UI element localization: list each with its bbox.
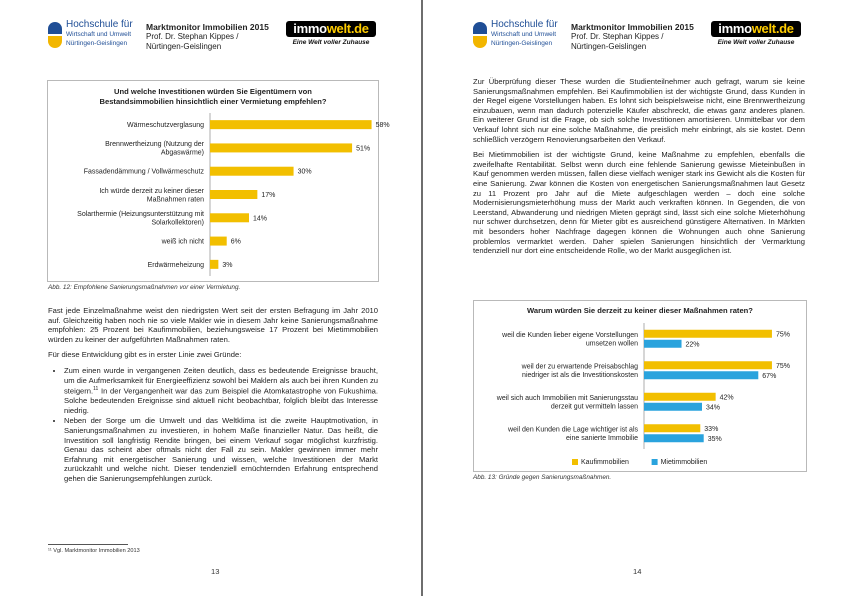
- left-intro-paragraph: Fast jede Einzelmaßnahme weist den niedrigsten Wert seit der ersten Befragung im Jahr 2010 auf. Gleichzeitig haben noch nie so viele Makler wie in diesem Jahr keine Sanierungsmaßnahme empfohlen: 25 Prozent bei Kaufimmobilien, beziehungsweise 17 Prozent bei Mietimmobilien würden zu keiner der aufgeführten Maßnahmen raten.: [48, 306, 378, 344]
- immowelt-logo: [286, 21, 376, 55]
- category-label: Ich würde derzeit zu keiner dieser: [99, 187, 204, 195]
- category-label: derzeit gut vermitteln lassen: [550, 403, 638, 411]
- bar: [210, 237, 227, 246]
- left-reasons-intro: Für diese Entwicklung gibt es in erster Linie zwei Gründe:: [48, 350, 242, 360]
- header-author: Prof. Dr. Stephan Kippes /: [571, 32, 664, 41]
- header-title-block: [571, 22, 694, 52]
- data-label: 75%: [775, 331, 790, 339]
- category-label: Fassadendämmung / Vollwärmeschutz: [83, 168, 204, 176]
- data-label: 6%: [230, 238, 241, 246]
- category-label: umsetzen wollen: [585, 340, 638, 348]
- category-label: weil die Kunden lieber eigene Vorstellungen: [502, 332, 638, 339]
- footnote-divider: [48, 544, 128, 545]
- data-label: 22%: [685, 341, 700, 349]
- hochschule-logo-mark-icon: [473, 22, 487, 48]
- category-label: Solarkollektoren): [151, 219, 204, 227]
- footnote: ¹¹ Vgl. Marktmonitor Immobilien 2013: [48, 548, 140, 554]
- footnote-ref[interactable]: 11: [93, 386, 99, 393]
- data-label: 34%: [706, 404, 721, 412]
- reason1-text-a: Zum einen wurde in vergangenen Zeiten deutlich, dass es bedeutende Ereignisse braucht, um die Aufmerksamkeit für Energieeffizienz sowohl bei Maklern als auch bei ihren Kunden zu steigern.: [64, 365, 378, 396]
- data-label: 42%: [719, 394, 734, 402]
- legend-label: Mietimmobilien: [660, 459, 708, 466]
- chart-reasons: [474, 301, 806, 471]
- hochschule-logo-mark-icon: [48, 22, 62, 48]
- immowelt-tagline: Eine Welt voller Zuhause: [292, 39, 370, 46]
- bar: [210, 120, 372, 129]
- page-right: [423, 0, 843, 596]
- reason-item: • Neben der Sorge um die Umwelt und das Weltklima ist die zweite Hauptmotivation, in Sanierungsmaßnahmen zu investieren, in hohem Maße finanzieller Natur. Das heißt, die Investition soll langfristig Rendite bringen, bei einem Verkauf sogar möglichst kurzfristig. Genau das scheint aber oftmals nicht der Fall zu sein. Makler gewinnen immer mehr Erfahrung mit energetischer Sanierung und wissen, welche Investitionen der Markt zurückzahlt und welche nicht. Dieser tendenziell ernüchternden Erfahrung entsprechend gehen die Sanierungsempfehlungen zurück.: [64, 416, 378, 483]
- hochschule-logo: [473, 18, 563, 54]
- legend-swatch: [652, 459, 658, 465]
- data-label: 75%: [775, 362, 790, 370]
- page-header: [48, 18, 378, 58]
- header-location: Nürtingen-Geislingen: [146, 42, 222, 51]
- category-label: niedriger ist als die Investitionskosten: [522, 372, 638, 379]
- chart-title-recommendations: Und welche Investitionen würden Sie Eigentümern von Bestandsimmobilien hinsichtlich einer Vermietung empfehlen?: [99, 87, 327, 106]
- category-label: eine sanierte Immobilie: [566, 435, 638, 442]
- immowelt-tagline: Eine Welt voller Zuhause: [717, 39, 795, 46]
- hochschule-line2: Wirtschaft und Umwelt: [491, 31, 557, 38]
- immowelt-logo: [711, 21, 801, 55]
- page-left: [0, 0, 421, 596]
- caption-fig12: Abb. 12: Empfohlene Sanierungsmaßnahmen vor einer Vermietung.: [48, 284, 241, 291]
- bar: [644, 424, 700, 432]
- category-label: weil der zu erwartende Preisabschlag: [521, 363, 638, 371]
- category-label: Maßnahmen raten: [146, 196, 204, 204]
- bar: [644, 393, 716, 401]
- legend-swatch: [572, 459, 578, 465]
- immowelt-logo-immo: immo: [293, 21, 327, 36]
- page-number-right: 14: [633, 567, 642, 576]
- header-title-block: [146, 22, 269, 52]
- bar: [210, 213, 249, 222]
- data-label: 58%: [375, 122, 390, 130]
- header-title: Marktmonitor Immobilien 2015: [146, 22, 269, 32]
- category-label: Brennwertheizung (Nutzung der: [105, 141, 204, 149]
- chart-recommendations: [48, 81, 390, 281]
- page-number-left: 13: [211, 567, 220, 576]
- left-body: [48, 306, 378, 485]
- hochschule-line3: Nürtingen-Geislingen: [491, 40, 553, 47]
- legend-label: Kaufimmobilien: [581, 459, 629, 466]
- immowelt-logo-welt: welt.de: [751, 21, 794, 36]
- bar: [210, 190, 257, 199]
- header-title: Marktmonitor Immobilien 2015: [571, 22, 694, 32]
- category-label: Solarthermie (Heizungsunterstützung mit: [77, 211, 204, 219]
- immowelt-logo-immo: immo: [718, 21, 752, 36]
- bar: [644, 434, 704, 442]
- bar: [210, 143, 352, 152]
- bar: [210, 260, 218, 269]
- bar: [644, 340, 682, 348]
- hochschule-logo: [48, 18, 138, 54]
- category-label: Wärmeschutzverglasung: [126, 122, 204, 130]
- data-label: 30%: [297, 168, 312, 176]
- hochschule-line2: Wirtschaft und Umwelt: [66, 31, 132, 38]
- category-label: weil sich auch Immobilien mit Sanierungsstau: [496, 395, 638, 402]
- reasons-list: [48, 366, 378, 484]
- data-label: 17%: [261, 192, 276, 199]
- data-label: 35%: [707, 435, 722, 443]
- category-label: weiß ich nicht: [161, 238, 204, 246]
- data-label: 51%: [356, 145, 371, 153]
- data-label: 14%: [253, 215, 268, 223]
- category-label: Erdwärmeheizung: [147, 261, 204, 269]
- page-header: [473, 18, 803, 58]
- caption-fig13: Abb. 13: Gründe gegen Sanierungsmaßnahmen.: [473, 474, 612, 481]
- bar: [210, 167, 294, 176]
- reason1-text-b: In der Vergangenheit war das zum Beispiel die Atomkatastrophe von Fukushima. Solche bedeutenden Ereignisse sind aktuell nicht beobachtbar, folglich bleibt das Interesse niedrig.: [64, 386, 378, 415]
- reason-item: [64, 366, 378, 416]
- chart-frame-reasons: [473, 300, 807, 472]
- immowelt-logo-welt: welt.de: [326, 21, 369, 36]
- bar: [644, 371, 758, 379]
- bar: [644, 330, 772, 338]
- right-paragraph-2: Bei Mietimmobilien ist der wichtigste Grund, keine Maßnahme zu empfehlen, ebenfalls die zweifelhafte Rentabilität. Selbst wenn durch eine fehlende Sanierung gewisse Mieteinbußen in Kauf genommen werden müssen, fallen diese vielfach weniger stark ins Gewicht als die Kosten für eine Sanierung. Zwar können die Kosten von energetischen Sanierungsmaßnahmen laut Gesetz zu 11 Prozent pro Jahr auf die Miete aufgeschlagen werden – doch eine solche Modernisierungsmieterhöhung muss der Markt auch verkraften können. In Gegenden, die von Leerstand, Abwanderung und niedrigen Mieten geprägt sind, lässt sich eine solche Mieterhöhung nur schwer durchsetzen, denn für Mieter gibt es ausreichend günstigere Alternativen. In Märkten mit besonders hoher Nachfrage dagegen können die Wohnungen auch ohne Sanierung problemlos vermarktet werden. Daher spielen Sanierungen hinsichtlich der Vermarktung tendenziell nur dort eine entscheidende Rolle, wo der Markt ausgeglichen ist.: [473, 150, 805, 256]
- bar: [644, 361, 772, 369]
- header-author: Prof. Dr. Stephan Kippes /: [146, 32, 239, 41]
- right-body: [473, 77, 805, 262]
- hochschule-line1: Hochschule für: [491, 19, 558, 30]
- right-paragraph-1: Zur Überprüfung dieser These wurden die Studienteilnehmer auch gefragt, warum sie keine Sanierungsmaßnahmen empfehlen. Bei Kaufimmobilien ist der wichtigste Grund, dass Kunden in der Regel eigene Vorstellungen haben. Es lohnt sich beispielsweise nicht, eine Brennwertheizung einzubauen, wenn man dadurch potenzielle Käufer abschreckt, die etwas ganz anderes planen. Ein weiterer Grund ist die Frage, ob sich solche Investitionen amortisieren. Unmittelbar vor dem Verkauf lohnt sich nur eine solche Maßnahme, die preislich mehr einbringt, als sie kostet. Denn schließlich verzögern Renovierungsarbeiten den Verkauf.: [473, 77, 805, 144]
- data-label: 3%: [222, 261, 233, 269]
- category-label: weil den Kunden die Lage wichtiger ist als: [508, 426, 638, 434]
- header-location: Nürtingen-Geislingen: [571, 42, 647, 51]
- data-label: 67%: [762, 372, 777, 380]
- data-label: 33%: [704, 425, 719, 433]
- bar: [644, 403, 702, 411]
- category-label: Abgaswärme): [160, 149, 204, 157]
- hochschule-line3: Nürtingen-Geislingen: [66, 40, 128, 47]
- hochschule-line1: Hochschule für: [66, 19, 133, 30]
- chart-frame-recommendations: [47, 80, 390, 282]
- chart-title-reasons: Warum würden Sie derzeit zu keiner dieser Maßnahmen raten?: [527, 306, 753, 315]
